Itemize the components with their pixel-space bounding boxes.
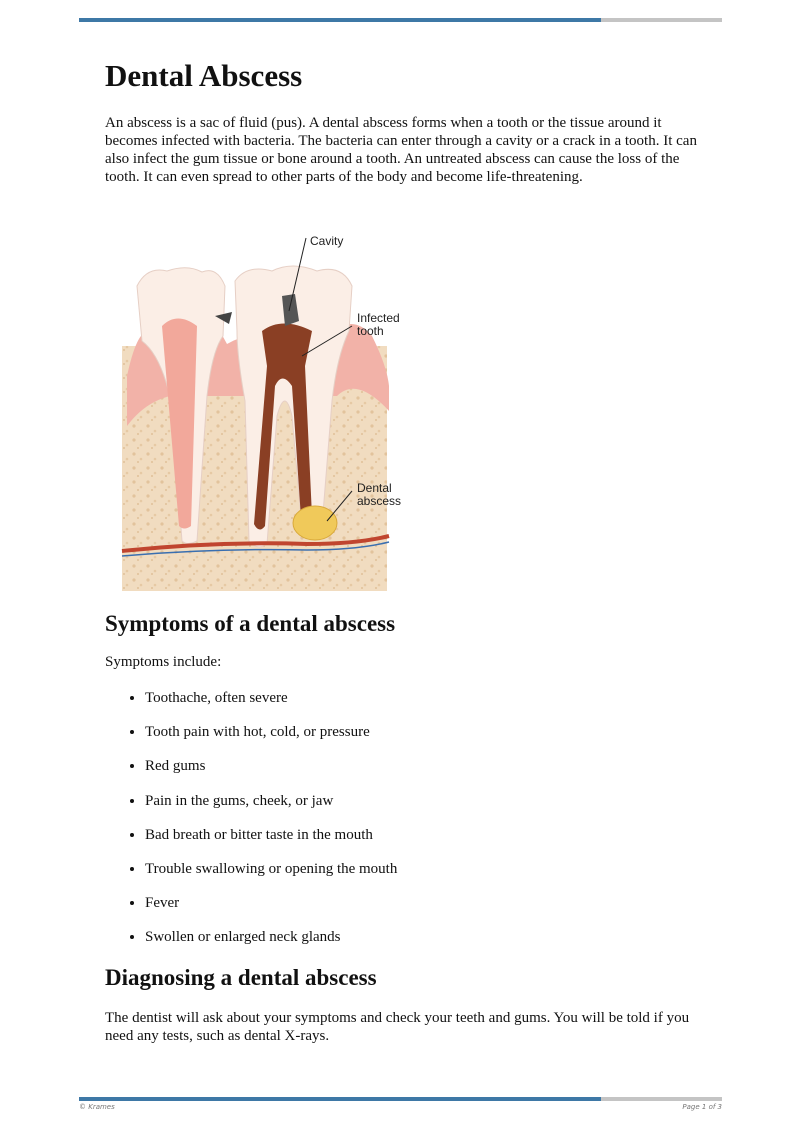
dental-abscess-illustration — [117, 226, 417, 591]
list-item: • Pain in the gums, cheek, or jaw — [145, 792, 700, 810]
list-item: • Bad breath or bitter taste in the mouth — [145, 826, 700, 844]
label-infected-line1: Infected — [357, 311, 400, 325]
document-body — [105, 56, 700, 1045]
list-item: • Swollen or enlarged neck glands — [145, 928, 700, 946]
tooth-diagram-svg — [117, 226, 417, 591]
footer-copyright: © Krames — [79, 1103, 115, 1111]
symptoms-lead: Symptoms include: — [105, 654, 222, 670]
intro-paragraph: An abscess is a sac of fluid (pus). A dental abscess forms when a tooth or the tissue around it becomes infected with bacteria. The bacteria can enter through a cavity or a crack in a tooth. It can also infect the gum tissue or bone around a tooth. An untreated abscess can cause the loss of the tooth. It can even spread to other parts of the body and become life-threatening. — [105, 115, 697, 185]
footer-progress-bar — [79, 1097, 722, 1101]
symptoms-list — [105, 689, 700, 946]
list-item: • Toothache, often severe — [145, 689, 700, 707]
header-progress-bar — [79, 18, 722, 22]
list-item: • Red gums — [145, 757, 700, 775]
label-infected-line2: tooth — [357, 324, 384, 338]
header-bar-fill — [79, 18, 601, 22]
symptoms-heading: Symptoms of a dental abscess — [105, 611, 396, 636]
label-cavity: Cavity — [310, 234, 344, 248]
label-abscess-line1: Dental — [357, 481, 392, 495]
diagnosis-heading: Diagnosing a dental abscess — [105, 964, 377, 990]
list-item: • Trouble swallowing or opening the mouth — [145, 860, 700, 878]
abscess-sac — [293, 506, 337, 540]
diagnosis-paragraph: The dentist will ask about your symptoms and check your teeth and gums. You will be told if you need any tests, such as dental X-rays. — [105, 1009, 690, 1044]
page-title: Dental Abscess — [105, 58, 303, 93]
footer-page-number: Page 1 of 3 — [682, 1103, 722, 1111]
list-item: • Fever — [145, 894, 700, 912]
list-item: • Tooth pain with hot, cold, or pressure — [145, 723, 700, 741]
label-abscess-line2: abscess — [357, 494, 402, 508]
footer-bar-fill — [79, 1097, 601, 1101]
